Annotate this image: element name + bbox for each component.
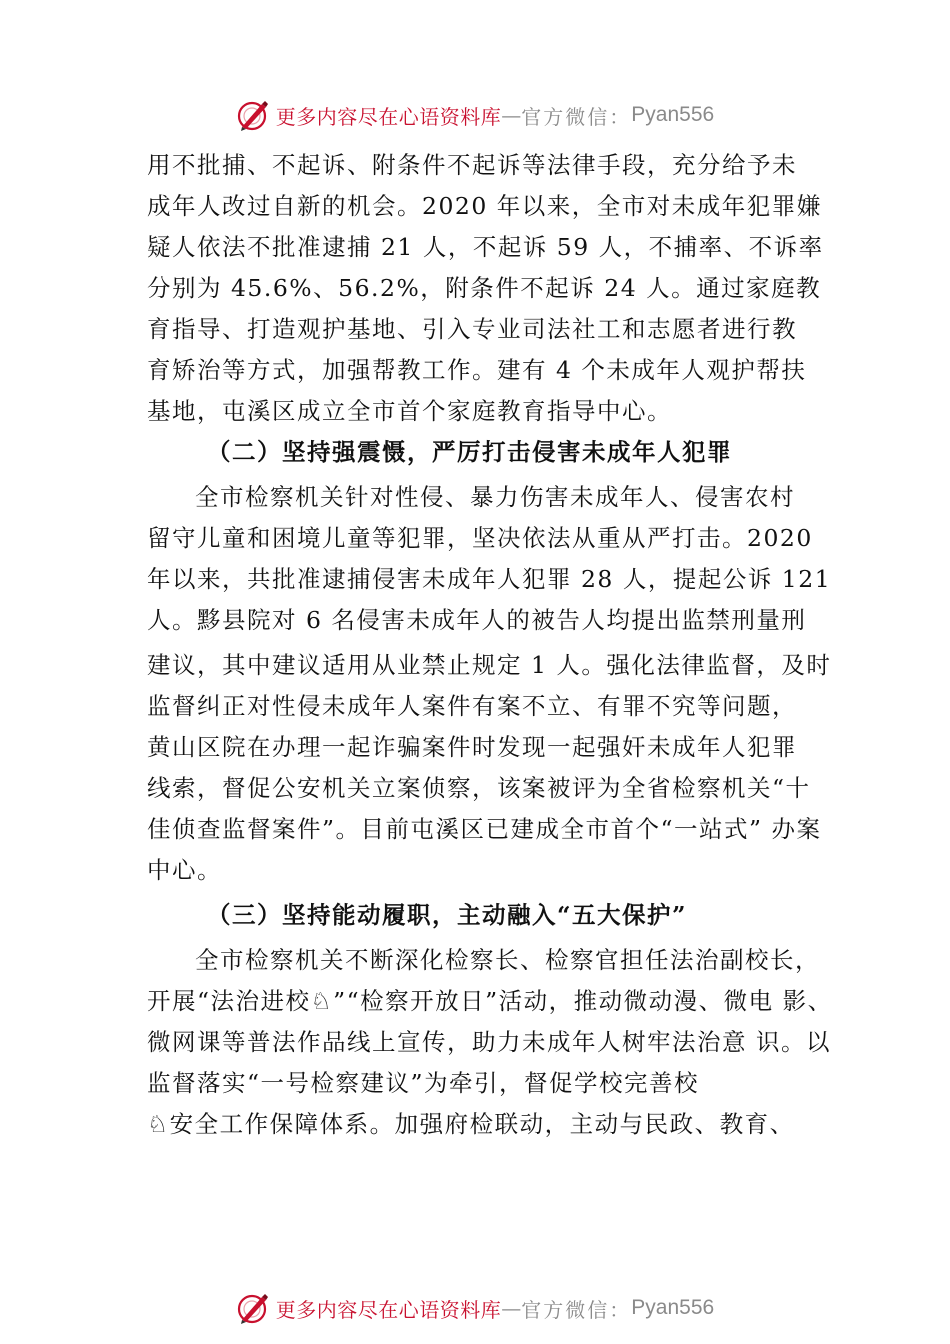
banner-wechat-id: Pyan556 — [631, 1296, 715, 1319]
paragraph-line: 育矫治等方式，加强帮教工作。建有 4 个未成年人观护帮扶 — [147, 356, 807, 384]
paragraph-line: 线索，督促公安机关立案侦察，该案被评为全省检察机关“十 — [147, 774, 811, 802]
paragraph-line: 微网课等普法作品线上宣传，助力未成年人树牢法治意 识。以 — [147, 1028, 831, 1056]
section-heading: （三）坚持能动履职，主动融入“五大保护” — [207, 901, 688, 929]
paragraph-line: 成年人改过自新的机会。2020 年以来，全市对未成年犯罪嫌 — [147, 192, 822, 220]
paragraph-line: 疑人依法不批准逮捕 21 人，不起诉 59 人，不捕率、不诉率 — [147, 233, 824, 261]
paragraph-line: ♘安全工作保障体系。加强府检联动，主动与民政、教育、 — [147, 1110, 795, 1138]
section-heading: （二）坚持强震慑，严厉打击侵害未成年人犯罪 — [207, 438, 732, 466]
banner-title: 更多内容尽在心语资料库 — [275, 1297, 502, 1322]
paragraph-line: 监督落实“一号检察建议”为牵引，督促学校完善校 — [147, 1069, 700, 1097]
paragraph-line: 全市检察机关针对性侵、暴力伤害未成年人、侵害农村 — [195, 483, 795, 511]
paragraph-line: 中心。 — [147, 856, 222, 884]
pen-on-circle-logo-icon — [236, 1291, 270, 1325]
pen-on-circle-logo-icon — [236, 98, 270, 132]
paragraph-line: 开展“法治进校♘”“检察开放日”活动，推动微动漫、微电 影、 — [147, 987, 833, 1015]
paragraph-line: 分别为 45.6%、56.2%，附条件不起诉 24 人。通过家庭教 — [147, 274, 822, 302]
banner-wechat-id: Pyan556 — [631, 103, 715, 126]
paragraph-line: 留守儿童和困境儿童等犯罪，坚决依法从重从严打击。2020 — [147, 524, 813, 552]
paragraph-line: 用不批捕、不起诉、附条件不起诉等法律手段，充分给予未 — [147, 151, 797, 179]
paragraph-line: 佳侦查监督案件”。目前屯溪区已建成全市首个“一站式” 办案 — [147, 815, 822, 843]
banner-wechat-label: 官方微信： — [521, 104, 632, 129]
paragraph-line: 黄山区院在办理一起诈骗案件时发现一起强奸未成年人犯罪 — [147, 733, 797, 761]
banner-title: 更多内容尽在心语资料库 — [275, 104, 502, 129]
paragraph-line: 全市检察机关不断深化检察长、检察官担任法治副校长， — [195, 946, 820, 974]
paragraph-line: 年以来，共批准逮捕侵害未成年人犯罪 28 人，提起公诉 121 — [147, 565, 832, 593]
banner-wechat-label: 官方微信： — [521, 1297, 632, 1322]
paragraph-line: 育指导、打造观护基地、引入专业司法社工和志愿者进行教 — [147, 315, 797, 343]
paragraph-line: 建议，其中建议适用从业禁止规定 1 人。强化法律监督，及时 — [147, 651, 832, 679]
banner-dash: — — [501, 103, 522, 127]
header-banner — [0, 95, 950, 135]
paragraph-line: 监督纠正对性侵未成年人案件有案不立、有罪不究等问题， — [147, 692, 797, 720]
footer-banner — [0, 1288, 950, 1328]
paragraph-line: 基地，屯溪区成立全市首个家庭教育指导中心。 — [147, 397, 672, 425]
paragraph-line: 人。黟县院对 6 名侵害未成年人的被告人均提出监禁刑量刑 — [147, 606, 807, 634]
banner-dash: — — [501, 1296, 522, 1320]
document-body — [147, 145, 847, 1145]
